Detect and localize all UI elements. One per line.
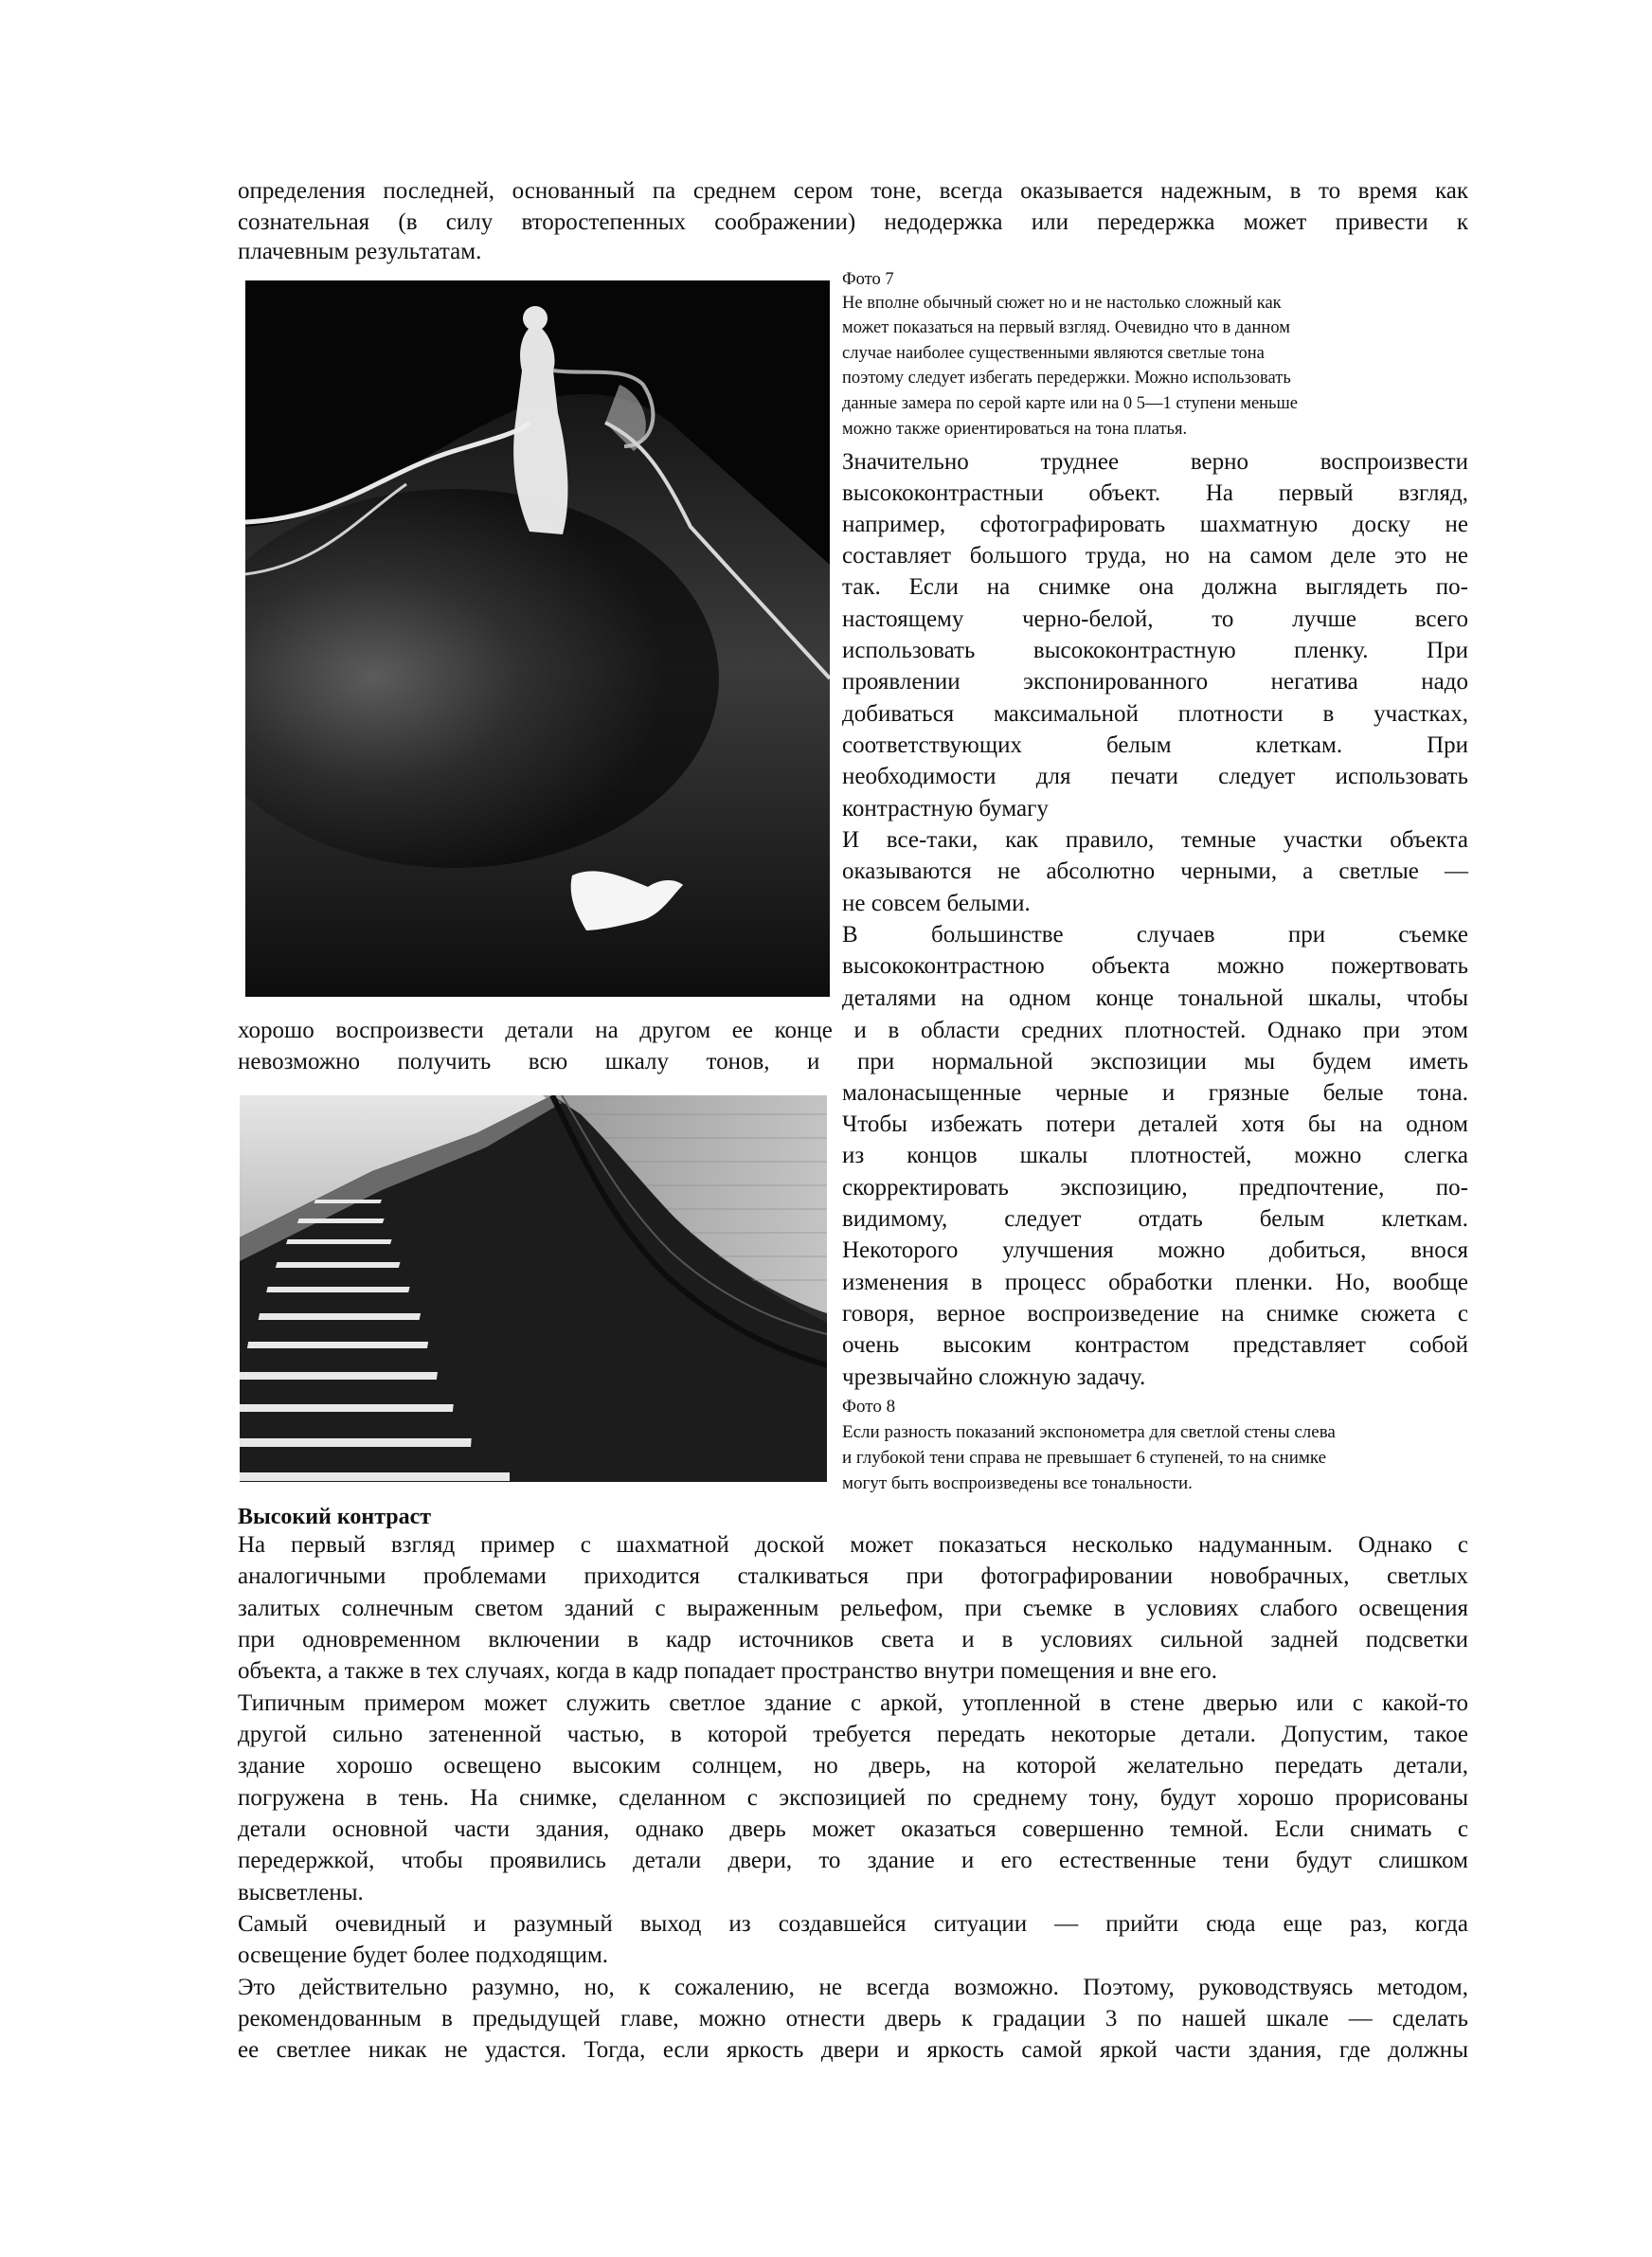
intro-line-2: сознательная (в силу второстепенных соображении) недодержка или передержка может привести к — [238, 209, 1468, 235]
right2-line-8: говоря, верное воспроизведение на снимке сюжета с — [842, 1301, 1468, 1327]
right-line-11: необходимости для печати следует использовать — [842, 764, 1468, 789]
section-line-16: рекомендованным в предыдущей главе, можно отнести дверь к градации 3 по нашей шкале — сделать — [238, 2006, 1468, 2031]
section-heading: Высокий контраст — [238, 1505, 432, 1529]
right2-line-10: чрезвычайно сложную задачу. — [842, 1364, 1146, 1390]
right-line-5: так. Если на снимке она должна выглядеть по- — [842, 574, 1468, 600]
section-line-15: Это действительно разумно, но, к сожалению, не всегда возможно. Поэтому, руководствуясь методом, — [238, 1975, 1468, 2000]
section-line-10: детали основной части здания, однако дверь может оказаться совершенно темной. Если снимать с — [238, 1816, 1468, 1842]
full-line-2: невозможно получить всю шкалу тонов, и при нормальной экспозиции мы будем иметь — [238, 1049, 1468, 1074]
section-line-9: погружена в тень. На снимке, сделанном с экспозицией по среднему тону, будут хорошо прорисованы — [238, 1785, 1468, 1811]
right-line-2: высококонтрастныи объект. На первый взгляд, — [842, 480, 1468, 506]
right-line-13: И все-таки, как правило, темные участки объекта — [842, 827, 1468, 853]
photo-7-caption-4: поэтому следует избегать передержки. Можно использовать — [842, 369, 1291, 388]
right-line-17: высококонтрастною объекта можно пожертвовать — [842, 953, 1468, 979]
section-line-8: здание хорошо освещено высоким солнцем, но дверь, на которой желательно передать детали, — [238, 1753, 1468, 1779]
right-line-9: добиваться максимальной плотности в участках, — [842, 701, 1468, 727]
section-line-13: Самый очевидный и разумный выход из создавшейся ситуации — прийти сюда еще раз, когда — [238, 1911, 1468, 1937]
photo-7-caption-6: можно также ориентироваться на тона платья. — [842, 420, 1188, 439]
photo-7-image — [245, 280, 830, 997]
right2-line-2: Чтобы избежать потери деталей хотя бы на одном — [842, 1111, 1468, 1137]
intro-line-3: плачевным результатам. — [238, 239, 482, 264]
right2-line-3: из концов шкалы плотностей, можно слегка — [842, 1143, 1468, 1168]
right-line-16: В большинстве случаев при съемке — [842, 922, 1468, 948]
right2-line-1: малонасыщенные черные и грязные белые тона. — [842, 1080, 1468, 1106]
photo-8-caption-3: могут быть воспроизведены все тональности. — [842, 1473, 1193, 1493]
right2-line-7: изменения в процесс обработки пленки. Но, вообще — [842, 1270, 1468, 1295]
photo-7-caption-2: может показаться на первый взгляд. Очевидно что в данном — [842, 318, 1290, 337]
section-line-2: аналогичными проблемами приходится сталкиваться при фотографировании новобрачных, светлых — [238, 1563, 1468, 1589]
photo-8-illustration — [240, 1095, 827, 1482]
photo-8-caption-1: Если разность показаний экспонометра для светлой стены слева — [842, 1422, 1336, 1442]
right-line-3: например, сфотографировать шахматную доску не — [842, 512, 1468, 537]
right2-line-4: скорректировать экспозицию, предпочтение, по- — [842, 1175, 1468, 1201]
section-line-17: ее светлее никак не удастся. Тогда, если яркость двери и яркость самой яркой части здания, где должны — [238, 2037, 1468, 2063]
right-line-12: контрастную бумагу — [842, 796, 1049, 822]
section-line-3: залитых солнечным светом зданий с выраженным рельефом, при съемке в условиях слабого освещения — [238, 1596, 1468, 1621]
right2-line-6: Некоторого улучшения можно добиться, внося — [842, 1237, 1468, 1263]
right-line-6: настоящему черно-белой, то лучше всего — [842, 606, 1468, 632]
photo-8-image — [240, 1095, 827, 1482]
right-line-18: деталями на одном конце тональной шкалы, чтобы — [842, 985, 1468, 1011]
section-line-1: На первый взгляд пример с шахматной доской может показаться несколько надуманным. Однако с — [238, 1532, 1468, 1558]
section-line-6: Типичным примером может служить светлое здание с аркой, утопленной в стене дверью или с какой-то — [238, 1690, 1468, 1716]
right-line-14: оказываются не абсолютно черными, а светлые — — [842, 858, 1468, 884]
section-line-7: другой сильно затененной частью, в которой требуется передать некоторые детали. Допустим, такое — [238, 1722, 1468, 1747]
right-line-1: Значительно труднее верно воспроизвести — [842, 449, 1468, 475]
section-line-4: при одновременном включении в кадр источников света и в условиях сильной задней подсветки — [238, 1627, 1468, 1652]
section-line-12: высветлены. — [238, 1880, 364, 1905]
photo-7-illustration — [245, 280, 830, 997]
section-line-5: объекта, а также в тех случаях, когда в кадр попадает пространство внутри помещения и вне его. — [238, 1658, 1217, 1684]
right-line-7: использовать высококонтрастную пленку. При — [842, 638, 1468, 663]
right2-line-5: видимому, следует отдать белым клеткам. — [842, 1206, 1468, 1232]
intro-line-1: определения последней, основанный па среднем сером тоне, всегда оказывается надежным, в то время как — [238, 178, 1468, 204]
section-line-14: освещение будет более подходящим. — [238, 1942, 609, 1968]
right2-line-9: очень высоким контрастом представляет собой — [842, 1332, 1468, 1358]
photo-8-label: Фото 8 — [842, 1397, 896, 1417]
right-line-8: проявлении экспонированного негатива надо — [842, 669, 1468, 695]
photo-7-label: Фото 7 — [842, 270, 894, 289]
section-line-11: передержкой, чтобы проявились детали двери, то здание и его естественные тени будут слишком — [238, 1848, 1468, 1873]
photo-8-caption-2: и глубокой тени справа не превышает 6 ступеней, то на снимке — [842, 1448, 1327, 1468]
right-line-4: составляет большого труда, но на самом деле это не — [842, 543, 1468, 569]
right-line-10: соответствующих белым клеткам. При — [842, 732, 1468, 758]
photo-7-caption-5: данные замера по серой карте или на 0 5—1 ступени меньше — [842, 394, 1298, 413]
full-line-1: хорошо воспроизвести детали на другом ее конце и в области средних плотностей. Однако при этом — [238, 1018, 1468, 1043]
photo-7-caption-3: случае наиболее существенными являются светлые тона — [842, 344, 1265, 363]
right-line-15: не совсем белыми. — [842, 891, 1031, 916]
photo-7-caption-1: Не вполне обычный сюжет но и не настолько сложный как — [842, 294, 1282, 313]
